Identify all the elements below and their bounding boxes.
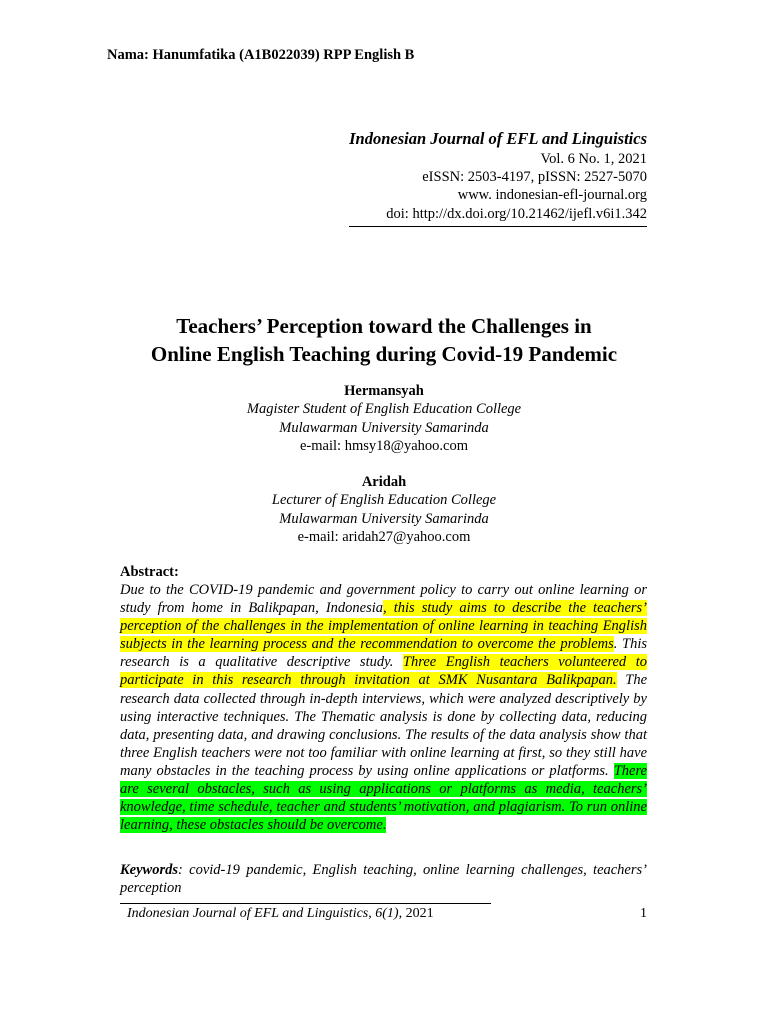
- author-email: e-mail: hmsy18@yahoo.com: [300, 437, 468, 454]
- title-line-1: Teachers’ Perception toward the Challenges in: [176, 314, 592, 338]
- highlighted-text-green: There are several obstacles, such as using applications or platforms as media, teachers’ knowledge, time schedule, teacher and students’ motivation, and plagiarism. To run online learning, these obstacles should be overcome.: [120, 762, 647, 834]
- student-note: Nama: Hanumfatika (A1B022039) RPP English B: [107, 47, 415, 63]
- keywords-text: : covid-19 pandemic, English teaching, online learning challenges, teachers’ perception: [120, 862, 647, 897]
- author-block: [180, 382, 588, 455]
- footer-rule: [120, 903, 491, 904]
- journal-website: www. indonesian-efl-journal.org: [457, 187, 647, 204]
- abstract-body: [120, 581, 647, 834]
- author-university: Mulawarman University Samarinda: [279, 419, 489, 436]
- abstract-heading: Abstract:: [120, 564, 179, 580]
- author-name: Hermansyah: [344, 383, 424, 399]
- abstract-segment: . This research is a qualitative descriptive study.: [120, 636, 647, 671]
- journal-volume: Vol. 6 No. 1, 2021: [540, 151, 647, 167]
- page-number: 1: [640, 906, 647, 921]
- footer-year: , 2021: [398, 906, 434, 921]
- abstract-segment: Due to the COVID-19 pandemic and government policy to carry out online learning or study from home in Balikpapan, Indonesia: [120, 582, 647, 617]
- author-affiliation: Lecturer of English Education College: [271, 492, 497, 509]
- journal-header: [300, 128, 647, 223]
- journal-name: Indonesian Journal of EFL and Linguistics: [349, 129, 647, 148]
- author-block: [180, 473, 588, 546]
- footer-journal: Indonesian Journal of EFL and Linguistics: [127, 906, 369, 921]
- journal-header-rule: [349, 226, 647, 227]
- journal-doi: doi: http://dx.doi.org/10.21462/ijefl.v6i1.342: [386, 205, 647, 222]
- author-name: Aridah: [361, 474, 407, 490]
- author-university: Mulawarman University Samarinda: [279, 510, 489, 527]
- keywords-label: Keywords: [120, 862, 178, 878]
- highlighted-text-yellow: Three English teachers volunteered to participate in this research through invitation at SMK Nusantara Balikpapan.: [120, 654, 647, 689]
- keywords: [120, 861, 647, 897]
- footer-issue: 6(1): [375, 906, 399, 921]
- footer-citation: [127, 906, 434, 922]
- footer-separator: ,: [368, 906, 376, 921]
- journal-issn: eISSN: 2503-4197, pISSN: 2527-5070: [422, 169, 647, 186]
- author-affiliation: Magister Student of English Education College: [246, 401, 522, 418]
- highlighted-text-yellow: , this study aims to describe the teachers’ perception of the challenges in the implementation of online learning in teaching English subjects in the learning process and the recommendation to overcome the problems: [120, 600, 648, 653]
- paper-title: [100, 312, 668, 368]
- abstract-segment: The research data collected through in-depth interviews, which were analyzed descriptively by using interactive techniques. The Thematic analysis is done by collecting data, reducing data, presenting data, and drawing conclusions. The results of the data analysis show that three English teachers were not too familiar with online learning at first, so they still have many obstacles in the teaching process by using online applications or platforms.: [120, 672, 648, 779]
- title-line-2: Online English Teaching during Covid-19 Pandemic: [150, 342, 618, 366]
- author-email: e-mail: aridah27@yahoo.com: [297, 528, 471, 545]
